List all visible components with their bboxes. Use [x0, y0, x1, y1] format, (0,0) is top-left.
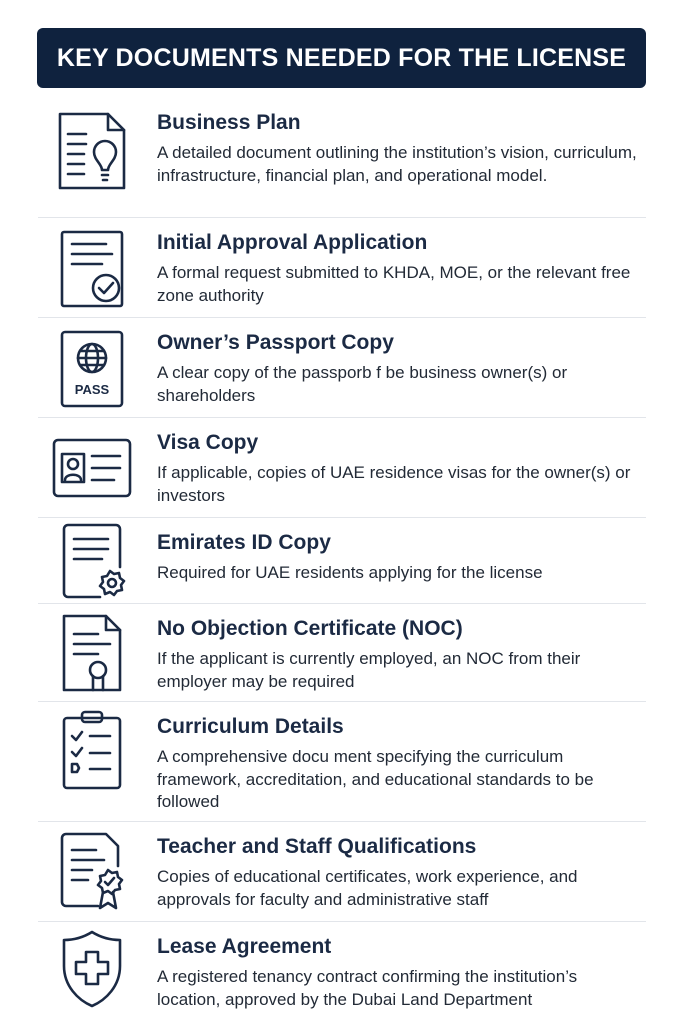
- document-badge-icon: [50, 828, 134, 912]
- document-title: Owner’s Passport Copy: [157, 331, 394, 354]
- document-item-staff-qualifications: [38, 822, 646, 922]
- document-description: Required for UAE residents applying for the license: [157, 563, 543, 582]
- page-title: KEY DOCUMENTS NEEDED FOR THE LICENSE: [56, 43, 627, 72]
- document-seal-icon: [50, 519, 134, 603]
- document-title: Business Plan: [157, 111, 301, 134]
- document-item-emirates-id: [38, 518, 646, 604]
- passport-icon-label: PASS: [74, 382, 110, 397]
- document-title: Teacher and Staff Qualifications: [157, 835, 477, 858]
- document-description: A formal request submitted to KHDA, MOE, or the relevant free zone authority: [157, 263, 631, 305]
- document-lightbulb-icon: [50, 108, 134, 192]
- document-description: A clear copy of the passporb f be business owner(s) or shareholders: [157, 363, 568, 405]
- document-title: Visa Copy: [157, 431, 259, 454]
- document-description: A comprehensive docu ment specifying the curriculum framework, accreditation, and educational standards to be followed: [157, 747, 594, 811]
- document-title: No Objection Certificate (NOC): [157, 617, 463, 640]
- document-item-passport: [38, 318, 646, 418]
- document-item-business-plan: [38, 98, 646, 218]
- document-item-lease-agreement: [38, 922, 646, 1022]
- document-title: Emirates ID Copy: [157, 531, 331, 554]
- document-checkmark-icon: [50, 226, 134, 310]
- document-item-curriculum: [38, 702, 646, 822]
- certificate-icon: [50, 610, 134, 694]
- document-description: A registered tenancy contract confirming the institution’s location, approved by the Dubai Land Department: [157, 967, 578, 1009]
- document-item-noc: [38, 604, 646, 702]
- document-title: Lease Agreement: [157, 935, 332, 958]
- document-title: Curriculum Details: [157, 715, 344, 738]
- document-description: A detailed document outlining the institution’s vision, curriculum, infrastructure, financial plan, and operational model.: [157, 143, 637, 185]
- id-card-icon: [50, 426, 134, 510]
- page-title-banner: [37, 28, 646, 88]
- document-description: If the applicant is currently employed, an NOC from their employer may be required: [157, 649, 581, 691]
- passport-icon: [50, 326, 134, 410]
- document-item-initial-approval: [38, 218, 646, 318]
- document-description: If applicable, copies of UAE residence visas for the owner(s) or investors: [157, 463, 631, 505]
- clipboard-checklist-icon: [50, 708, 134, 792]
- document-description: Copies of educational certificates, work experience, and approvals for faculty and administrative staff: [157, 867, 578, 909]
- shield-cross-icon: [50, 926, 134, 1010]
- document-title: Initial Approval Application: [157, 231, 428, 254]
- document-item-visa: [38, 418, 646, 518]
- documents-list: [38, 98, 646, 1022]
